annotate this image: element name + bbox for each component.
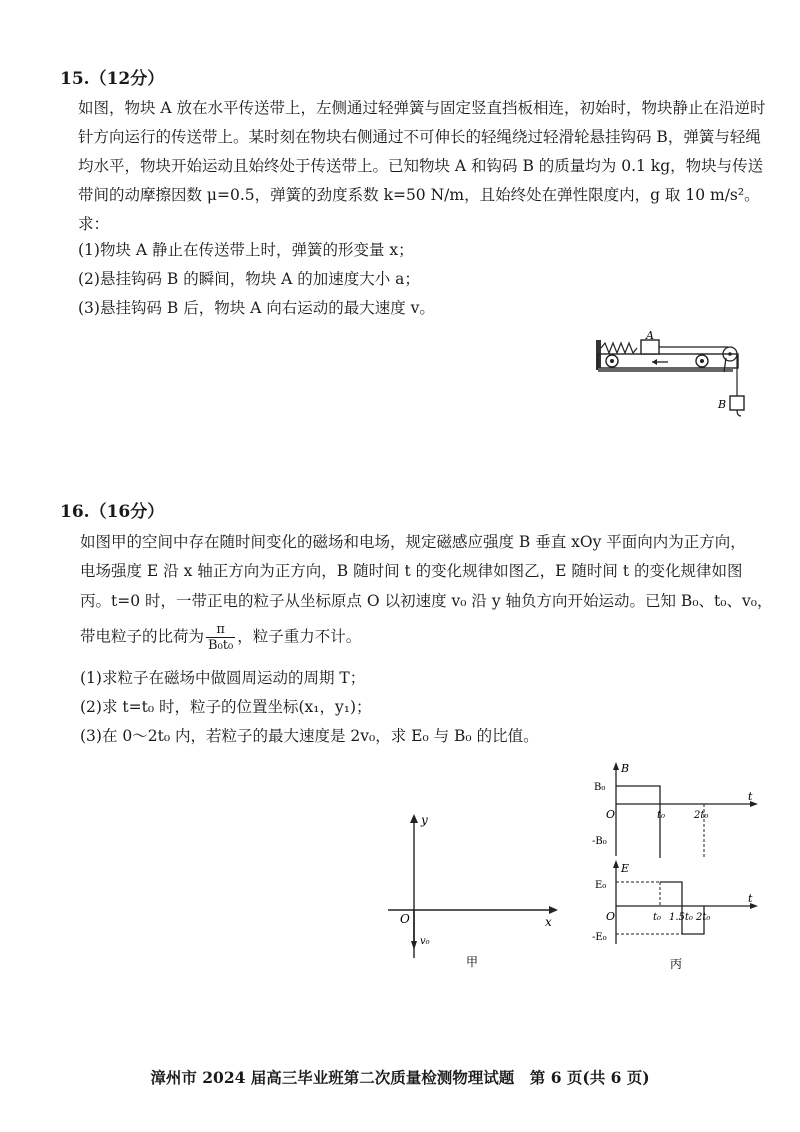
- figure-jia: [380, 810, 570, 975]
- e-tick-2t0: 2t₀: [696, 912, 711, 923]
- label-a: A: [646, 329, 654, 342]
- e-origin: O: [606, 910, 616, 923]
- q16-header: 16.（16分）: [60, 502, 165, 522]
- fraction-denominator: B₀t₀: [208, 638, 234, 653]
- b-origin: O: [606, 808, 616, 821]
- figure-e-t: [590, 860, 765, 978]
- y-axis-label: y: [421, 813, 428, 827]
- e-axis-label: E: [621, 862, 630, 875]
- label-b: B: [718, 398, 727, 411]
- b-axis-label: B: [621, 762, 630, 775]
- hook-b: [730, 396, 744, 410]
- v0-label: v₀: [420, 936, 430, 947]
- block-a: [641, 340, 659, 354]
- e-neg-level: -E₀: [592, 932, 607, 943]
- origin-label: O: [400, 912, 410, 926]
- figure-b-t: [590, 760, 765, 860]
- e-pos-level: E₀: [595, 880, 607, 891]
- q16-sub2: (2)求 t=t₀ 时，粒子的位置坐标(x₁，y₁)；: [80, 698, 372, 716]
- e-tick-t0: t₀: [653, 912, 662, 923]
- q15-sub2: (2)悬挂钩码 B 的瞬间，物块 A 的加速度大小 a；: [78, 270, 420, 288]
- b-neg-level: -B₀: [592, 836, 607, 847]
- belt: [598, 354, 738, 368]
- q16-line3: 丙。t=0 时，一带正电的粒子从坐标原点 O 以初速度 v₀ 沿 y 轴负方向开始运动。已知 B₀、t₀、v₀，: [80, 592, 773, 610]
- b-tick-t0: t₀: [657, 810, 666, 821]
- base: [598, 368, 733, 372]
- q16-line4: [80, 622, 361, 653]
- q15-sub1: (1)物块 A 静止在传送带上时，弹簧的形变量 x；: [78, 241, 414, 259]
- q15-conveyor-figure: [590, 328, 765, 428]
- q16-line1: 如图甲的空间中存在随时间变化的磁场和电场，规定磁感应强度 B 垂直 xOy 平面向内为正方向，: [80, 533, 746, 551]
- e-tick-1-5t0: 1.5t₀: [669, 912, 693, 923]
- e-positive-pulse: [660, 882, 682, 906]
- q16-sub1: (1)求粒子在磁场中做圆周运动的周期 T；: [80, 669, 366, 687]
- b-pos-level: B₀: [594, 782, 606, 793]
- b-tick-2t0: 2t₀: [694, 810, 709, 821]
- q15-stem: 如图，物块 A 放在水平传送带上，左侧通过轻弹簧与固定竖直挡板相连，初始时，物块静止在沿逆时针方向运行的传送带上。某时刻在物块右侧通过不可伸长的轻绳绕过轻滑轮悬挂钩码 B，弹簧与轻绳均水平，物块开始运动且始终处于传送带上。已知物块 A 和钩码 B 的质量均为 0.1 kg，物块与传送带间的动摩擦因数 μ=0.5，弹簧的劲度系数 k=50 N/m，且始终处在弹性限度内，g 取 10 m/s²。求：: [78, 99, 766, 233]
- spring: [601, 343, 637, 353]
- q16-line2: 电场强度 E 沿 x 轴正方向为正方向，B 随时间 t 的变化规律如图乙，E 随时间 t 的变化规律如图: [80, 562, 743, 580]
- bing-caption: 丙: [670, 957, 683, 971]
- q16-line4-pre: 带电粒子的比荷为: [80, 627, 205, 646]
- b-waveform-first-half: [616, 786, 660, 858]
- page-footer: 漳州市 2024 届高三毕业班第二次质量检测物理试题 第 6 页(共 6 页): [150, 1068, 650, 1087]
- b-t-label: t: [748, 790, 753, 803]
- e-t-label: t: [748, 892, 753, 905]
- x-axis-label: x: [545, 915, 552, 929]
- q16-line4-post: ，粒子重力不计。: [237, 627, 362, 646]
- fraction-numerator: π: [206, 622, 235, 638]
- q16-sub3: (3)在 0～2t₀ 内，若粒子的最大速度是 2v₀，求 E₀ 与 B₀ 的比值。: [80, 727, 539, 745]
- charge-mass-ratio-fraction: [206, 622, 235, 653]
- q15-header: 15.（12分）: [60, 69, 165, 89]
- jia-caption: 甲: [466, 955, 479, 969]
- q15-sub3: (3)悬挂钩码 B 后，物块 A 向右运动的最大速度 v。: [78, 299, 435, 317]
